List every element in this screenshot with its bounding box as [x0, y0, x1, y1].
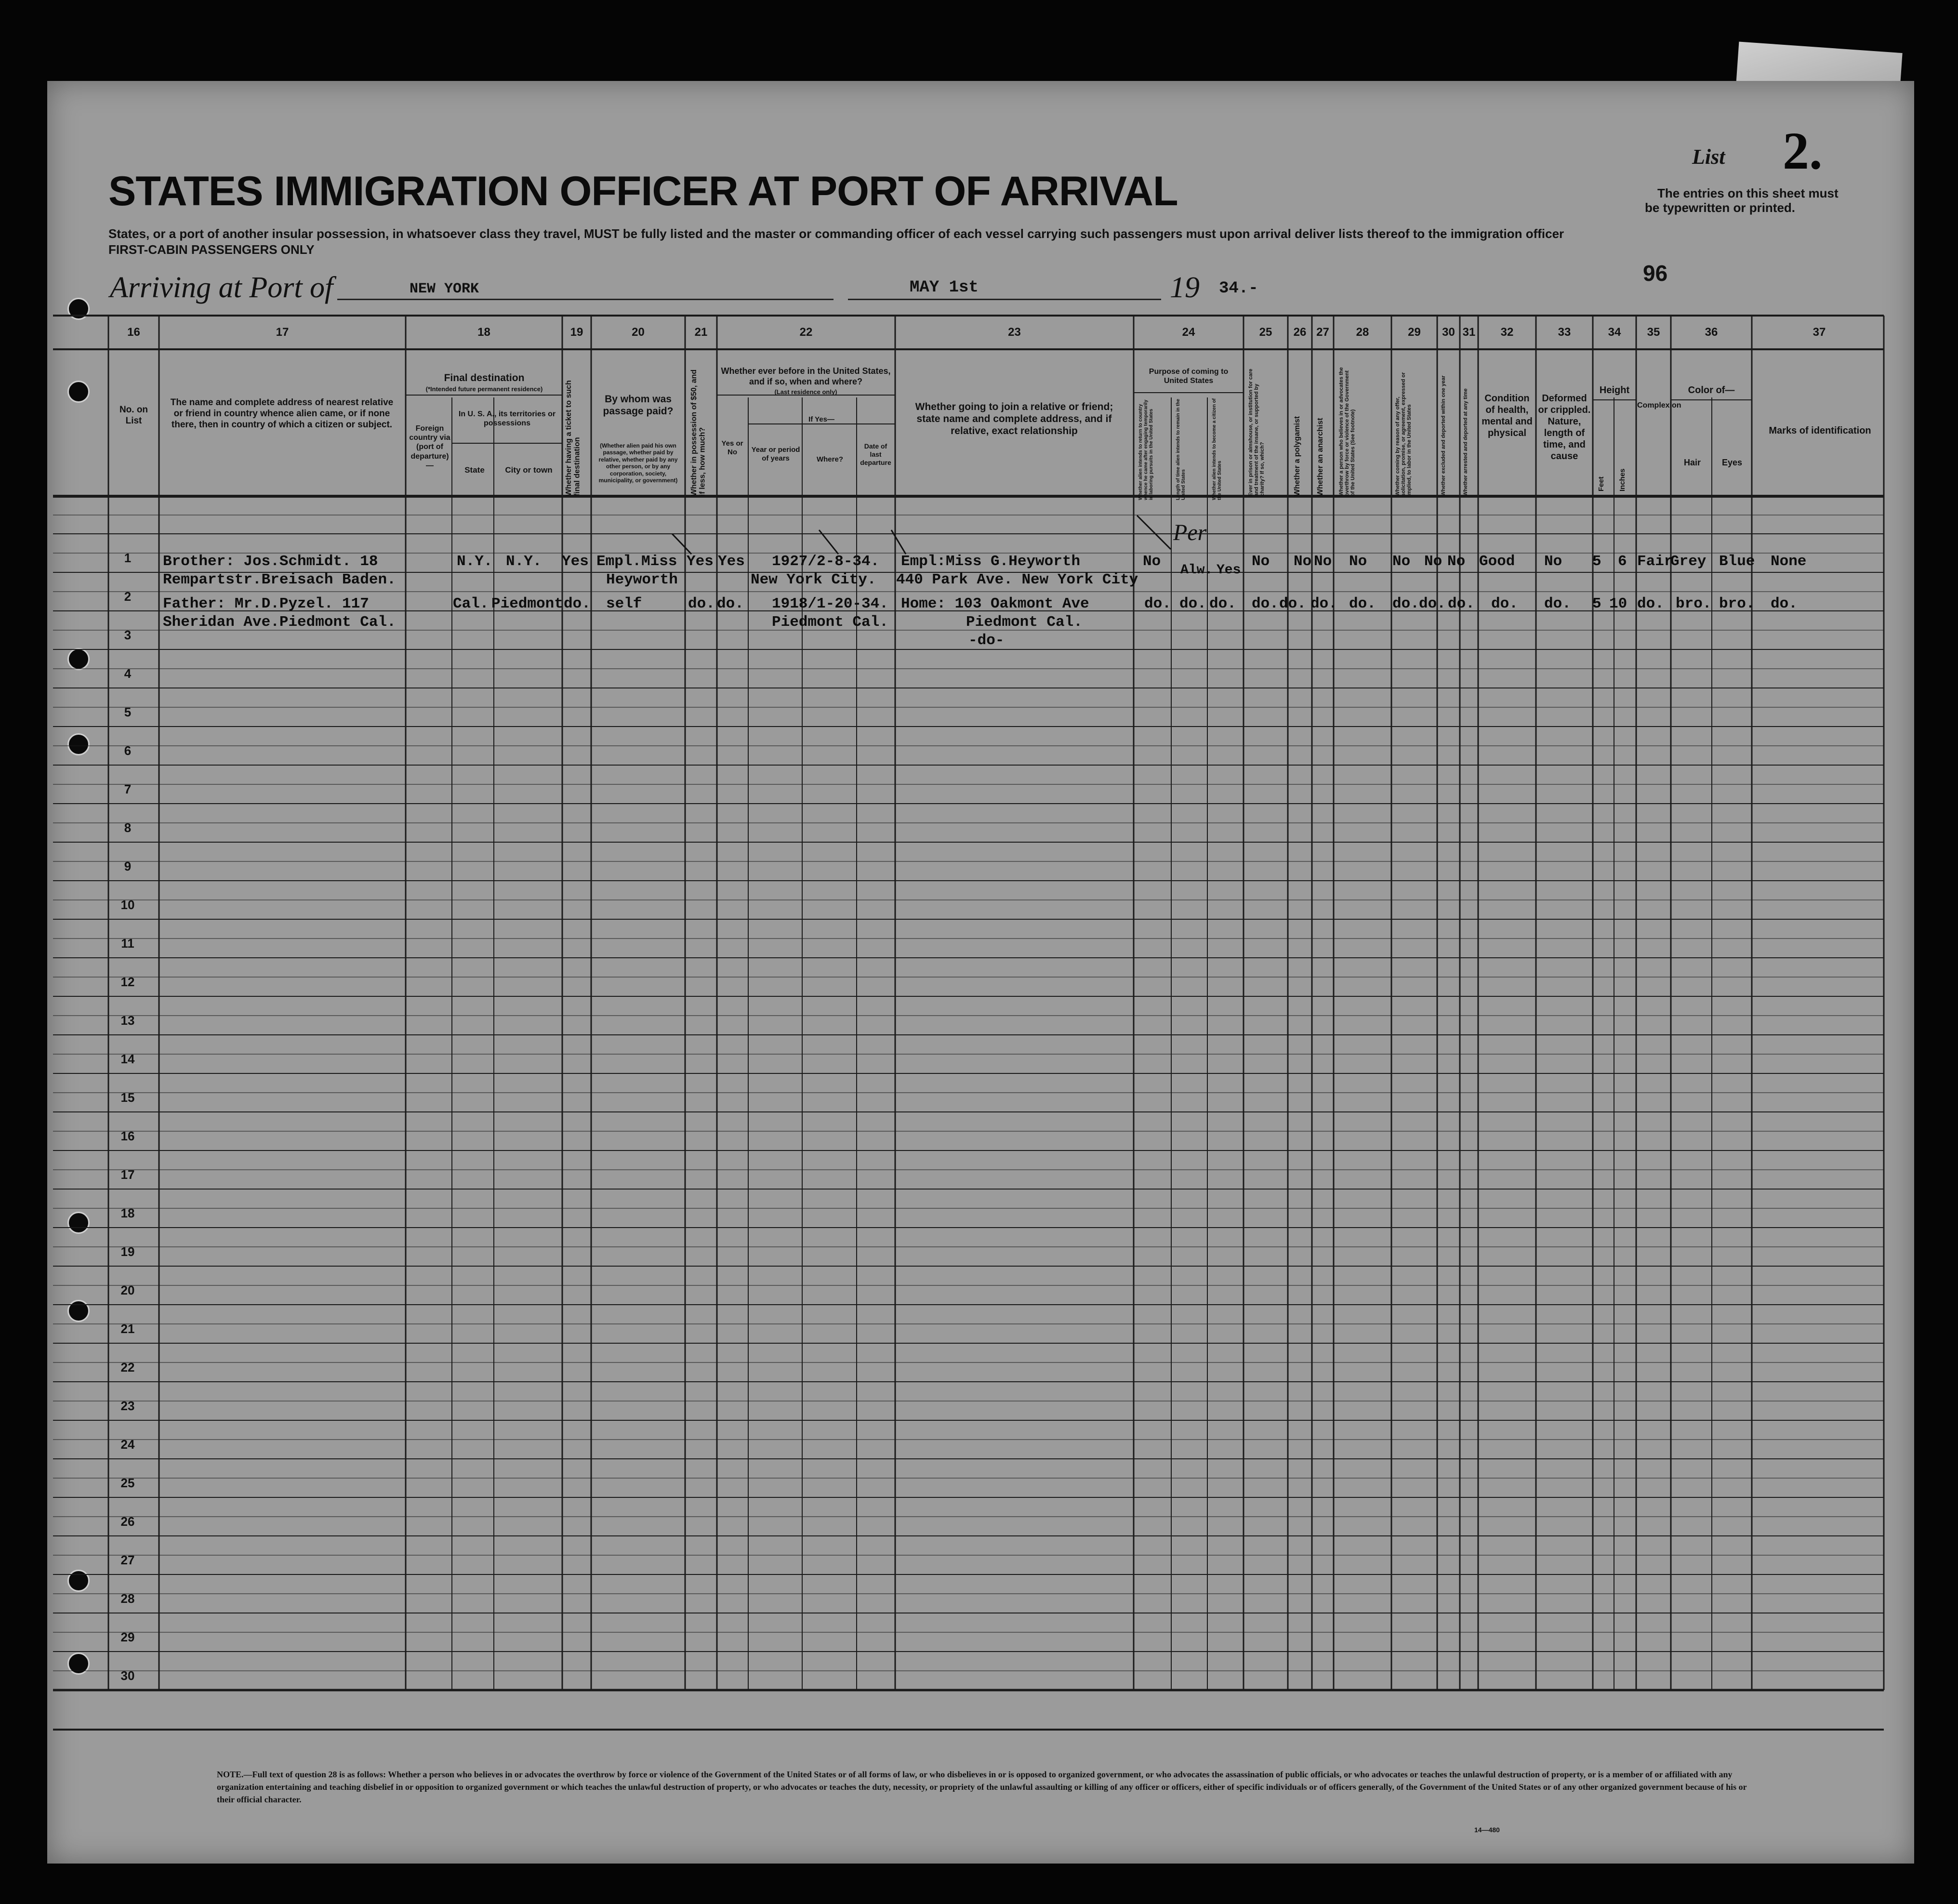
sheet-number: 96	[1643, 261, 1668, 286]
col-num-30: 30	[1442, 326, 1455, 339]
row2-hair: bro.	[1676, 595, 1712, 612]
row-number: 26	[120, 1514, 135, 1529]
row2-polygamist: do.	[1279, 595, 1306, 612]
header-labor-offer: Whether coming by reason of any offer, solicitation, promise, or agreement, expressed or implied, to labor in the United States	[1395, 372, 1413, 496]
row-number: 19	[120, 1244, 135, 1259]
row1-passage-paid: Heyworth	[606, 571, 678, 588]
header-before-us-note: (Last residence only)	[774, 388, 837, 396]
row-number: 18	[120, 1206, 135, 1220]
row1-purpose-a: No	[1143, 553, 1161, 570]
row-number: 5	[124, 705, 132, 719]
row2-inches: 10	[1609, 595, 1627, 612]
header-citizen-intent: Whether alien intends to become a citizen of the United States	[1212, 398, 1222, 500]
row2-eyes: bro.	[1719, 595, 1755, 612]
header-health: Condition of health, mental and physical	[1482, 393, 1533, 438]
passenger-class: FIRST-CABIN PASSENGERS ONLY	[108, 242, 315, 257]
page-title: STATES IMMIGRATION OFFICER AT PORT OF ARRIVAL	[108, 168, 1178, 214]
row-number: 21	[120, 1322, 135, 1336]
row1-inches: 6	[1618, 553, 1627, 570]
row-number: 28	[120, 1591, 135, 1606]
col-num-28: 28	[1356, 326, 1369, 339]
col-num-23: 23	[1008, 326, 1021, 339]
col-num-26: 26	[1293, 326, 1307, 339]
col-num-21: 21	[694, 326, 708, 339]
header-feet: Feet	[1597, 476, 1605, 491]
col-num-33: 33	[1558, 326, 1571, 339]
row2-relative: Father: Mr.D.Pyzel. 117	[163, 595, 369, 612]
row2-fifty: do.	[688, 595, 715, 612]
row2-where: Piedmont Cal.	[772, 614, 888, 631]
row1-relative: Brother: Jos.Schmidt. 18	[163, 553, 378, 570]
row1-health: Good	[1479, 553, 1515, 570]
row-number: 1	[124, 551, 132, 565]
row2-arrested: do.	[1448, 595, 1475, 612]
header-return-intent: Whether alien intends to return to country whence he came after engaging temporarily in laboring pursuits in the United States	[1138, 399, 1154, 500]
header-join-relative: Whether going to join a relative or friend; state name and complete address, and if relative, exact relationship	[915, 401, 1113, 437]
row1-city: N.Y.	[506, 553, 542, 570]
list-number: 2.	[1783, 121, 1823, 180]
row1-arrested: No	[1447, 553, 1466, 570]
row1-labor-offer: No	[1392, 553, 1411, 570]
row-number: 27	[120, 1553, 135, 1567]
header-hair: Hair	[1683, 458, 1701, 467]
arriving-label: Arriving at Port of	[110, 271, 333, 304]
col-num-19: 19	[570, 326, 583, 339]
row2-purpose-a: do.	[1144, 595, 1171, 612]
row2-before: do.	[717, 595, 744, 612]
row2-labor-offer: do.	[1392, 595, 1419, 612]
row-number: 20	[120, 1283, 135, 1297]
header-before-us: Whether ever before in the United States, and if so, when and where?	[721, 366, 891, 386]
row1-years: 1927/2-8-34.	[772, 553, 880, 570]
row2-joining: Piedmont Cal.	[966, 614, 1083, 631]
row1-marks: None	[1771, 553, 1807, 570]
form-instructions: States, or a port of another insular possession, in whatsoever class they travel, MUST be fully listed and the master or commanding officer of each vessel carrying such passengers must upon arrival deliver lists thereof to the immigration officer	[108, 226, 1564, 241]
header-anarchist: Whether an anarchist	[1316, 418, 1324, 496]
col-num-25: 25	[1259, 326, 1272, 339]
row-number: 30	[120, 1668, 135, 1683]
col-num-18: 18	[477, 326, 490, 339]
arrival-date: MAY 1st	[910, 278, 979, 297]
header-color-of: Color of—	[1688, 385, 1735, 396]
header-fifty-dollars: Whether in possession of $50, and if less, how much?	[690, 369, 707, 496]
col-num-32: 32	[1500, 326, 1514, 339]
header-foreign-country: Foreign country via (port of departure)—	[409, 424, 450, 470]
row2-purpose-b: do.	[1179, 595, 1206, 612]
row-number: 3	[124, 628, 132, 642]
row1-state: N.Y.	[457, 553, 493, 570]
row1-joining: Empl:Miss G.Heyworth	[901, 553, 1081, 570]
header-no-on-list: No. on List	[119, 405, 148, 426]
header-polygamist: Whether a polygamist	[1293, 416, 1301, 496]
header-where: Where?	[816, 455, 843, 463]
arrival-year-prefix: 19	[1170, 271, 1200, 304]
form-number: 14—480	[1474, 1826, 1500, 1834]
row-number: 24	[120, 1437, 135, 1452]
row-number: 13	[120, 1013, 135, 1028]
row-number: 2	[124, 589, 132, 604]
row2-state: Cal.	[453, 595, 489, 612]
row-number: 11	[121, 936, 134, 951]
row2-excluded: do.	[1419, 595, 1446, 612]
row-number: 15	[120, 1090, 135, 1105]
col-num-36: 36	[1705, 326, 1718, 339]
header-complexion: Complexion	[1637, 401, 1681, 410]
row1-relative: Rempartstr.Breisach Baden.	[163, 571, 396, 588]
header-final-destination-note: (*Intended future permanent residence)	[425, 385, 543, 393]
row-number: 25	[120, 1476, 135, 1490]
row2-health: do.	[1491, 595, 1518, 612]
col-num-24: 24	[1182, 326, 1195, 339]
header-overthrow: Whether a person who believes in or advocates the overthrow by force or violence of the Government of the United States (See footnote)	[1338, 367, 1356, 496]
row-number: 7	[124, 782, 132, 796]
header-yes-no: Yes or No	[721, 439, 743, 456]
row2-passage-paid: self	[606, 595, 642, 612]
row2-joining: Home: 103 Oakmont Ave	[901, 595, 1089, 612]
row-number: 29	[120, 1630, 135, 1644]
row1-purpose-b: Alw.	[1180, 563, 1213, 578]
row-number: 9	[124, 859, 132, 873]
col-num-35: 35	[1647, 326, 1660, 339]
row-number: 12	[120, 975, 135, 989]
header-final-destination: Final destination	[444, 372, 525, 383]
header-excluded: Whether excluded and deported within one year	[1441, 375, 1446, 496]
row1-prison: No	[1252, 553, 1270, 570]
header-state: State	[464, 465, 485, 475]
col-num-17: 17	[276, 326, 289, 339]
row-number: 14	[120, 1052, 135, 1066]
row1-joining: 440 Park Ave. New York City	[896, 571, 1138, 588]
col-num-29: 29	[1408, 326, 1421, 339]
footnote: NOTE.—Full text of question 28 is as follows: Whether a person who believes in or advocates the overthrow by force or violence of the Government of the United States or of all forms of law, or who disbelieves in or is opposed to organized government, or who advocates the assassination of public officials, or who advocates or teaches the unlawful destruction of property, or is a member of or affiliated with any organization entertaining and teaching disbelief in or opposition to organized government or which teaches the unlawful destruction of property, or who advocates or teaches the duty, necessity, or propriety of the unlawful assaulting or killing of any officer or officers, either of specific individuals or of officers generally, of the Government of the United States or of any other organized government because of his or their official character.	[217, 1770, 1747, 1805]
row2-ticket: do.	[564, 595, 591, 612]
col-num-16: 16	[127, 326, 140, 339]
row1-before: Yes	[718, 553, 745, 570]
row-number: 16	[120, 1129, 135, 1143]
header-passage-note: (Whether alien paid his own passage, whether paid by relative, whether paid by any other person, or by any corporation, society, municipality, or government)	[598, 442, 678, 484]
row1-complexion: Fair	[1637, 553, 1673, 570]
header-eyes: Eyes	[1721, 458, 1743, 467]
row1-purpose-c: Yes	[1217, 563, 1241, 578]
row1-anarchist: No	[1314, 553, 1332, 570]
row2-prison: do.	[1252, 595, 1279, 612]
row1-hair: Grey	[1670, 553, 1707, 570]
row2-purpose-c: do.	[1209, 595, 1236, 612]
row1-deformed: No	[1544, 553, 1562, 570]
row1-polygamist: No	[1294, 553, 1312, 570]
row1-where: New York City.	[751, 571, 876, 588]
row1-passage-paid: Empl.Miss	[596, 553, 677, 570]
row2-anarchist: do.	[1310, 595, 1337, 612]
header-ticket: Whether having a ticket to such final destination	[565, 380, 582, 496]
row-number: 8	[124, 820, 132, 835]
col-num-27: 27	[1316, 326, 1329, 339]
row-number: 22	[120, 1360, 135, 1375]
col-num-37: 37	[1812, 326, 1826, 339]
header-deformed: Deformed or crippled. Nature, length of time, and cause	[1538, 393, 1591, 462]
header-marks: Marks of identification	[1769, 425, 1871, 436]
row1-overthrow: No	[1349, 553, 1367, 570]
header-city: City or town	[505, 465, 553, 475]
row-number: 17	[120, 1167, 135, 1182]
row2-feet: 5	[1592, 595, 1601, 612]
row1-eyes: Blue	[1719, 553, 1755, 570]
arrival-year-suffix: 34.-	[1219, 279, 1258, 298]
header-passage-paid: By whom was passage paid?	[603, 394, 674, 417]
header-purpose: Purpose of coming to United States	[1149, 368, 1229, 385]
header-height: Height	[1599, 385, 1630, 396]
row2-complexion: do.	[1637, 595, 1664, 612]
header-if-yes: If Yes—	[808, 415, 834, 423]
header-arrested: Whether arrested and deported at any time	[1463, 388, 1468, 496]
col-num-31: 31	[1462, 326, 1476, 339]
entries-note: The entries on this sheet must	[1657, 186, 1839, 200]
row2-overthrow: do.	[1349, 595, 1376, 612]
row-number: 23	[120, 1399, 135, 1413]
col-num-34: 34	[1608, 326, 1621, 339]
header-relative: The name and complete address of nearest relative or friend in country whence alien came, or if none there, then in country of which a citizen or subject.	[170, 397, 394, 430]
header-years: Year or period of years	[751, 446, 800, 463]
row-number: 6	[124, 743, 132, 758]
row2-joining: -do-	[968, 632, 1005, 649]
header-last-departure: Date of last departure	[860, 442, 891, 466]
row1-excluded: No	[1424, 553, 1442, 570]
list-label: List	[1692, 145, 1725, 169]
row1-feet: 5	[1592, 553, 1601, 570]
header-inches: Inches	[1618, 468, 1627, 491]
row2-city: Piedmont	[491, 595, 563, 612]
entries-note: be typewritten or printed.	[1645, 200, 1796, 215]
row-number: 10	[120, 898, 135, 912]
row1-purpose-handwritten: Per	[1173, 520, 1207, 545]
row2-relative: Sheridan Ave.Piedmont Cal.	[163, 614, 396, 631]
header-prison: Ever in prison or almshouse, or institution for care and treatment of the insane, or supported by charity? If so, which?	[1248, 369, 1266, 496]
row2-years: 1918/1-20-34.	[772, 595, 888, 612]
row2-marks: do.	[1771, 595, 1798, 612]
row-number: 4	[124, 666, 132, 681]
header-in-usa: In U. S. A., its territories or possessions	[458, 410, 556, 428]
header-length-of-stay: Length of time alien intends to remain in the United States	[1176, 398, 1186, 500]
col-num-22: 22	[799, 326, 813, 339]
row2-deformed: do.	[1544, 595, 1571, 612]
row1-ticket: Yes	[562, 553, 589, 570]
col-num-20: 20	[632, 326, 645, 339]
port-of-arrival: NEW YORK	[410, 281, 479, 297]
row1-fifty: Yes	[687, 553, 714, 570]
